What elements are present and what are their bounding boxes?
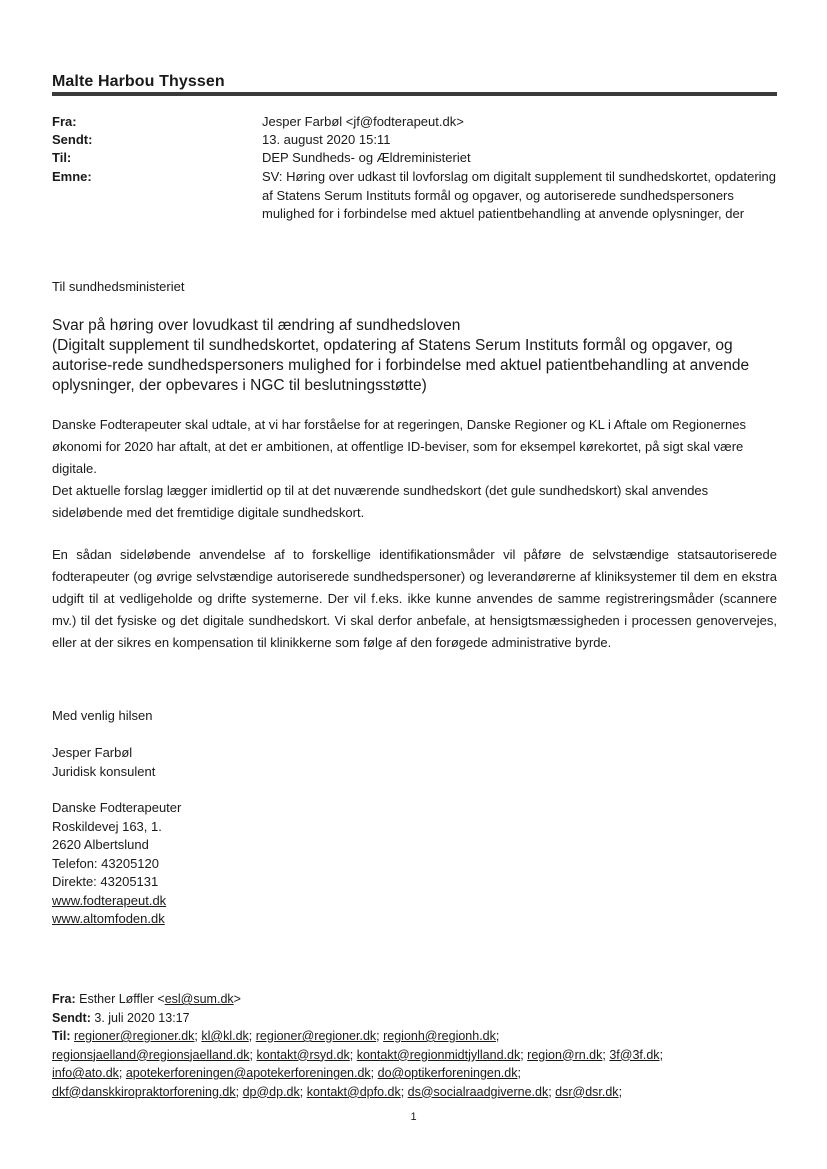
recipient-link[interactable]: kl@kl.dk	[201, 1029, 249, 1043]
closing: Med venlig hilsen	[52, 708, 153, 723]
forwarded-from-end: >	[233, 992, 241, 1006]
recipient-link[interactable]: ds@socialraadgiverne.dk	[407, 1084, 549, 1099]
heading-line2: (Digitalt supplement til sundhedskortet, opdatering af Statens Serum Instituts formål og opgaver, og autorise-rede sundhedspersoners mulighed for i forbindelse med aktuel patientbehandling at anvende oplysninger, der opbevares i NGC til beslutningsstøtte)	[52, 337, 750, 394]
signature-city: 2620 Albertslund	[52, 837, 149, 852]
signature-name: Jesper Farbøl	[52, 745, 133, 760]
forwarded-header	[52, 990, 777, 1101]
recipient-link[interactable]: dp@dp.dk	[242, 1084, 300, 1099]
forwarded-to-label: Til:	[52, 1029, 71, 1043]
signature-phone: Telefon: 43205120	[52, 855, 159, 871]
header-rule	[52, 92, 777, 96]
recipient-link[interactable]: apotekerforeningen@apotekerforeningen.dk	[125, 1066, 371, 1080]
recipient-link[interactable]: kontakt@regionmidtjylland.dk	[356, 1047, 521, 1062]
forwarded-from-name: Esther Løffler <	[79, 992, 165, 1006]
recipient-link[interactable]: kontakt@rsyd.dk	[256, 1047, 350, 1062]
subject-value: SV: Høring over udkast til lovforslag om digitalt supplement til sundhedskortet, opdatering af Statens Serum Instituts formål og opgaver, og autoriserede sundhedspersoners mulighed for i forbindelse med aktuel patientbehandling at anvende oplysninger, der	[262, 169, 777, 221]
to-value: DEP Sundheds- og Ældreministeriet	[262, 150, 471, 165]
from-label: Fra:	[52, 114, 77, 129]
paragraph-1: Danske Fodterapeuter skal udtale, at vi har forståelse for at regeringen, Danske Regioner og KL i Aftale om Regionernes økonomi for 2020 har aftalt, at det er ambitionen, at offentlige ID-beviser, som for eksempel kørekortet, på sigt skal være digitale.	[52, 417, 746, 476]
recipient-link[interactable]: info@ato.dk	[52, 1066, 119, 1080]
heading-line1: Svar på høring over lovudkast til ændring af sundhedsloven	[52, 317, 461, 334]
signature-street: Roskildevej 163, 1.	[52, 818, 162, 834]
recipient-link[interactable]: regionh@regionh.dk	[383, 1029, 496, 1043]
forwarded-to-line: Til: regioner@regioner.dk; kl@kl.dk; regioner@regioner.dk; regionh@regionh.dk; regionsjaelland@regionsjaelland.dk; kontakt@rsyd.dk; kontakt@regionmidtjylland.dk; region@rn.dk; 3f@3f.dk; info@ato.dk; apotekerforeningen@apotekerforeningen.dk; do@optikerforeningen.dk; dkf@danskkiropraktorforening.dk; dp@dp.dk; kontakt@dpfo.dk; ds@socialraadgiverne.dk; dsr@dsr.dk;	[52, 1029, 664, 1099]
forwarded-sent-line	[52, 1009, 777, 1028]
forwarded-from-line	[52, 990, 777, 1009]
signature-title: Juridisk konsulent	[52, 763, 156, 779]
signature-org: Danske Fodterapeuter	[52, 800, 182, 815]
recipient-link[interactable]: dkf@danskkiropraktorforening.dk	[52, 1084, 236, 1099]
recipient-link[interactable]: 3f@3f.dk	[609, 1047, 660, 1062]
paragraph-3: En sådan sideløbende anvendelse af to forskellige identifikationsmåder vil påføre de selvstændige statsautoriserede fodterapeuter (og øvrige selvstændige autoriserede sundhedspersoner) og leverandørerne af kliniksystemer til dem en ekstra udgift til at vedligeholde og drifte systemerne. Der vil f.eks. ikke kunne anvendes de samme registreringsmåder (scannere mv.) til det fysiske og det digitale sundhedskort. Vi skal derfor anbefale, at hensigtsmæssigheden i processen genovervejes, eller at der sikres en kompensation til klinikkerne som følge af den forøgede administrative byrde.	[52, 547, 777, 650]
sent-value: 13. august 2020 15:11	[262, 132, 391, 147]
signature-direct: Direkte: 43205131	[52, 874, 159, 889]
salutation: Til sundhedsministeriet	[52, 279, 185, 294]
to-label: Til:	[52, 150, 72, 165]
forwarded-sent-value: 3. juli 2020 13:17	[94, 1010, 190, 1025]
recipient-link[interactable]: region@rn.dk	[527, 1047, 603, 1062]
recipient-link[interactable]: dsr@dsr.dk	[555, 1084, 619, 1099]
sent-label: Sendt:	[52, 132, 93, 147]
website-link-2[interactable]: www.altomfoden.dk	[52, 911, 165, 926]
sender-name: Malte Harbou Thyssen	[52, 73, 225, 90]
recipient-link[interactable]: kontakt@dpfo.dk	[306, 1084, 401, 1099]
signature-block	[52, 744, 181, 929]
page-number: 1	[410, 1111, 417, 1123]
subject-label: Emne:	[52, 169, 92, 184]
forwarded-from-email[interactable]: esl@sum.dk	[164, 992, 234, 1006]
paragraph-2: Det aktuelle forslag lægger imidlertid op til at det nuværende sundhedskort (det gule sundhedskort) skal anvendes sideløbende med det fremtidige digitale sundhedskort.	[52, 483, 709, 520]
recipient-link[interactable]: regionsjaelland@regionsjaelland.dk	[52, 1047, 250, 1062]
recipient-link[interactable]: regioner@regioner.dk	[74, 1029, 195, 1043]
recipient-link[interactable]: do@optikerforeningen.dk	[377, 1066, 518, 1080]
recipient-link[interactable]: regioner@regioner.dk	[255, 1029, 377, 1043]
forwarded-sent-label: Sendt:	[52, 1010, 91, 1025]
from-value: Jesper Farbøl <jf@fodterapeut.dk>	[262, 114, 464, 129]
website-link-1[interactable]: www.fodterapeut.dk	[52, 892, 167, 908]
forwarded-from-label: Fra:	[52, 992, 76, 1006]
